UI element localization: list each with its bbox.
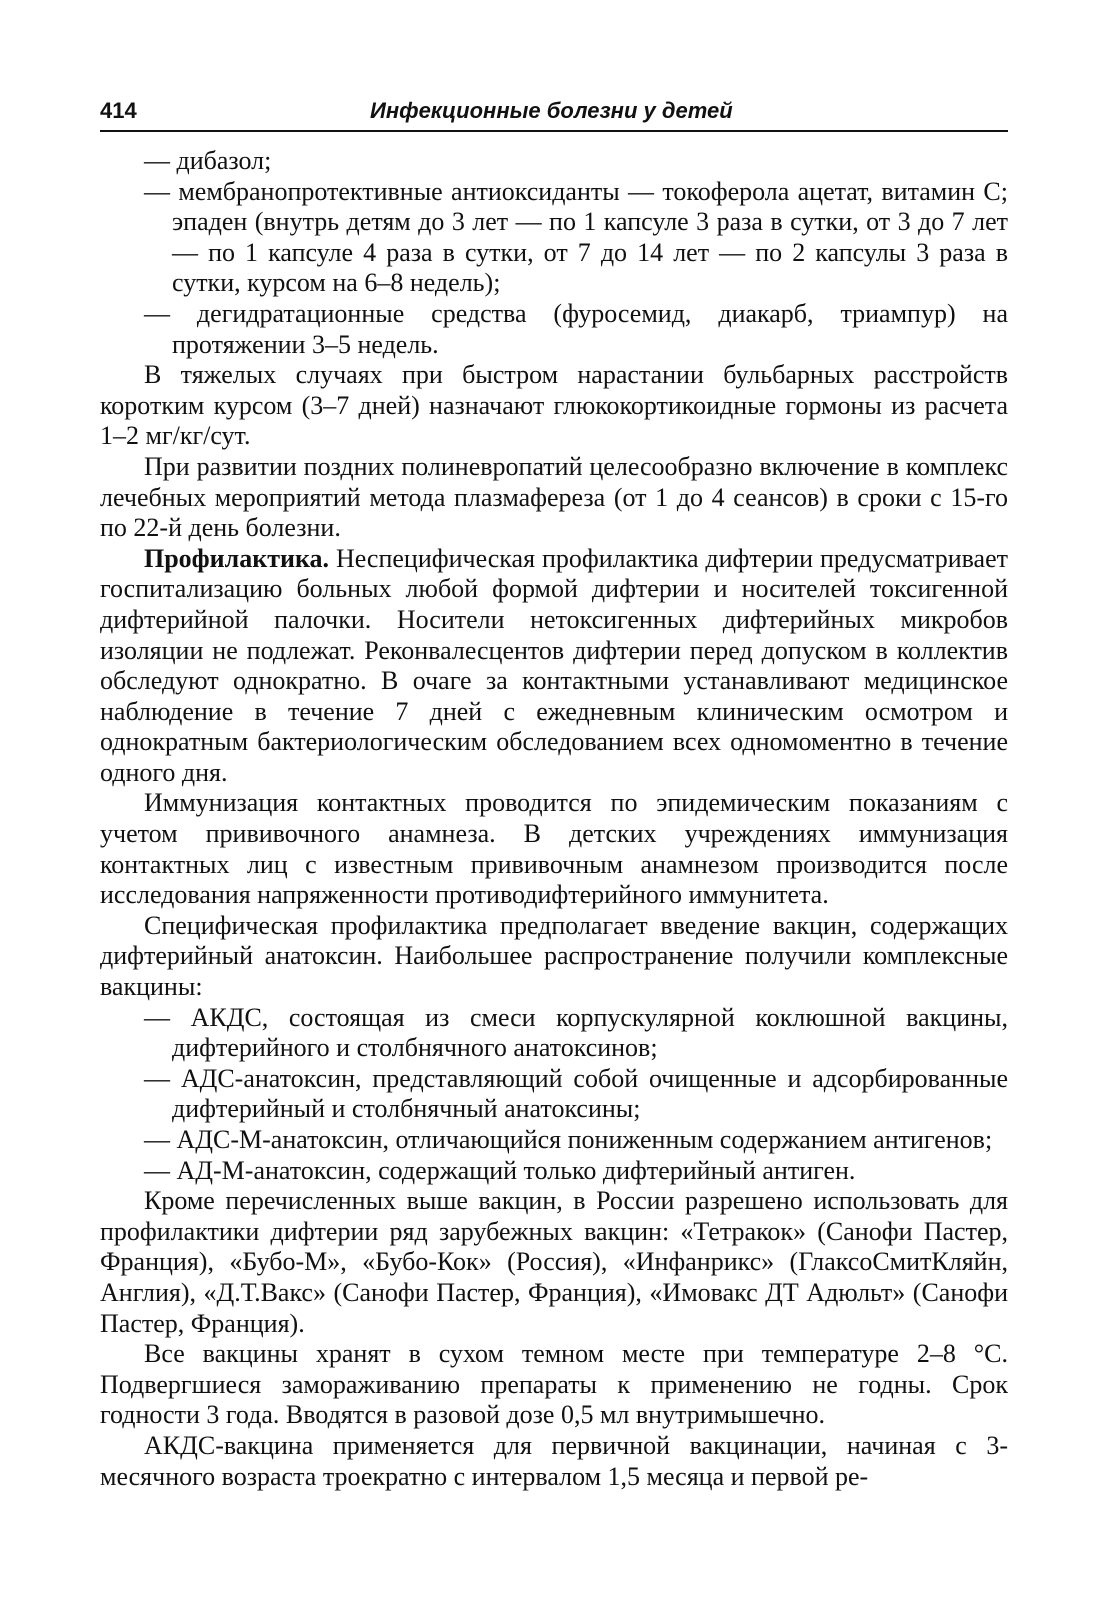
list-item: — АДС-М-анатоксин, отличающийся пониженным содержанием антигенов; (144, 1125, 993, 1154)
list-item: — мембранопротективные антиоксиданты — токоферола ацетат, витамин С; эпаден (внутрь детям до 3 лет — по 1 капсуле 3 раза в сутки, от 3 до 7 лет — по 1 капсуле 4 раза в сутки, от 7 до 14 лет — по 2 капсулы 3 раза в сутки, курсом на 6–8 недель); (144, 176, 1008, 298)
paragraph-text: Неспецифическая профилактика дифтерии предусматривает госпитализацию больных любой формой дифтерии и носителей токсигенной дифтерийной палочки. Носители нетоксигенных дифтерийных микробов изоляции не подлежат. Реконвалесцентов дифтерии перед допуском в коллектив обследуют однократно. В очаге за контактными устанавливают медицинское наблюдение в течение 7 дней с ежедневным клиническим осмотром и однократным бактериологическим обследованием всех одномоментно в течение одного дня. (100, 543, 1008, 787)
paragraph: Кроме перечисленных выше вакцин, в России разрешено использовать для профилактики дифтерии ряд зарубежных вакцин: «Тетракок» (Санофи Пастер, Франция), «Бубо-М», «Бубо-Кок» (Россия), «Инфанрикс» (ГлаксоСмитКляйн, Англия), «Д.Т.Вакс» (Санофи Пастер, Франция), «Имовакс ДТ Адюльт» (Санофи Пастер, Франция). (100, 1186, 1008, 1338)
page-number: 414 (100, 98, 137, 123)
paragraph: АКДС-вакцина применяется для первичной вакцинации, начиная с 3-месячного возраста троекратно с интервалом 1,5 месяца и первой ре- (100, 1430, 1008, 1491)
prophylaxis-paragraph (100, 544, 1008, 789)
list-item: — АКДС, состоящая из смеси корпускулярной коклюшной вакцины, дифтерийного и столбнячного анатоксинов; (144, 1002, 1008, 1063)
paragraph: В тяжелых случаях при быстром нарастании бульбарных расстройств коротким курсом (3–7 дней) назначают глюкокортикоидные гормоны из расчета 1–2 мг/кг/сут. (100, 360, 1008, 451)
list-item: — дибазол; (144, 146, 272, 175)
book-page (100, 92, 1008, 1492)
list-item: — АДС-анатоксин, представляющий собой очищенные и адсорбированные дифтерийный и столбнячный анатоксины; (144, 1063, 1008, 1124)
page-header (100, 92, 1008, 132)
paragraph: При развитии поздних полиневропатий целесообразно включение в комплекс лечебных мероприятий метода плазмафереза (от 1 до 4 сеансов) в сроки с 15-го по 22-й день болезни. (100, 451, 1008, 543)
section-heading: Профилактика. (144, 543, 330, 573)
paragraph: Специфическая профилактика предполагает введение вакцин, содержащих дифтерийный анатоксин. Наибольшее распространение получили комплексные вакцины: (100, 910, 1008, 1002)
list-item: — дегидратационные средства (фуросемид, диакарб, триампур) на протяжении 3–5 недель. (144, 298, 1008, 359)
running-title: Инфекционные болезни у детей (370, 98, 733, 123)
page-body (100, 132, 1008, 1492)
paragraph: Все вакцины хранят в сухом темном месте при температуре 2–8 °С. Подвергшиеся замораживанию препараты к применению не годны. Срок годности 3 года. Вводятся в разовой дозе 0,5 мл внутримышечно. (100, 1339, 1008, 1430)
paragraph: Иммунизация контактных проводится по эпидемическим показаниям с учетом прививочного анамнеза. В детских учреждениях иммунизация контактных лиц с известным прививочным анамнезом производится после исследования напряженности противодифтерийного иммунитета. (100, 788, 1008, 910)
list-item: — АД-М-анатоксин, содержащий только дифтерийный антиген. (144, 1155, 856, 1185)
